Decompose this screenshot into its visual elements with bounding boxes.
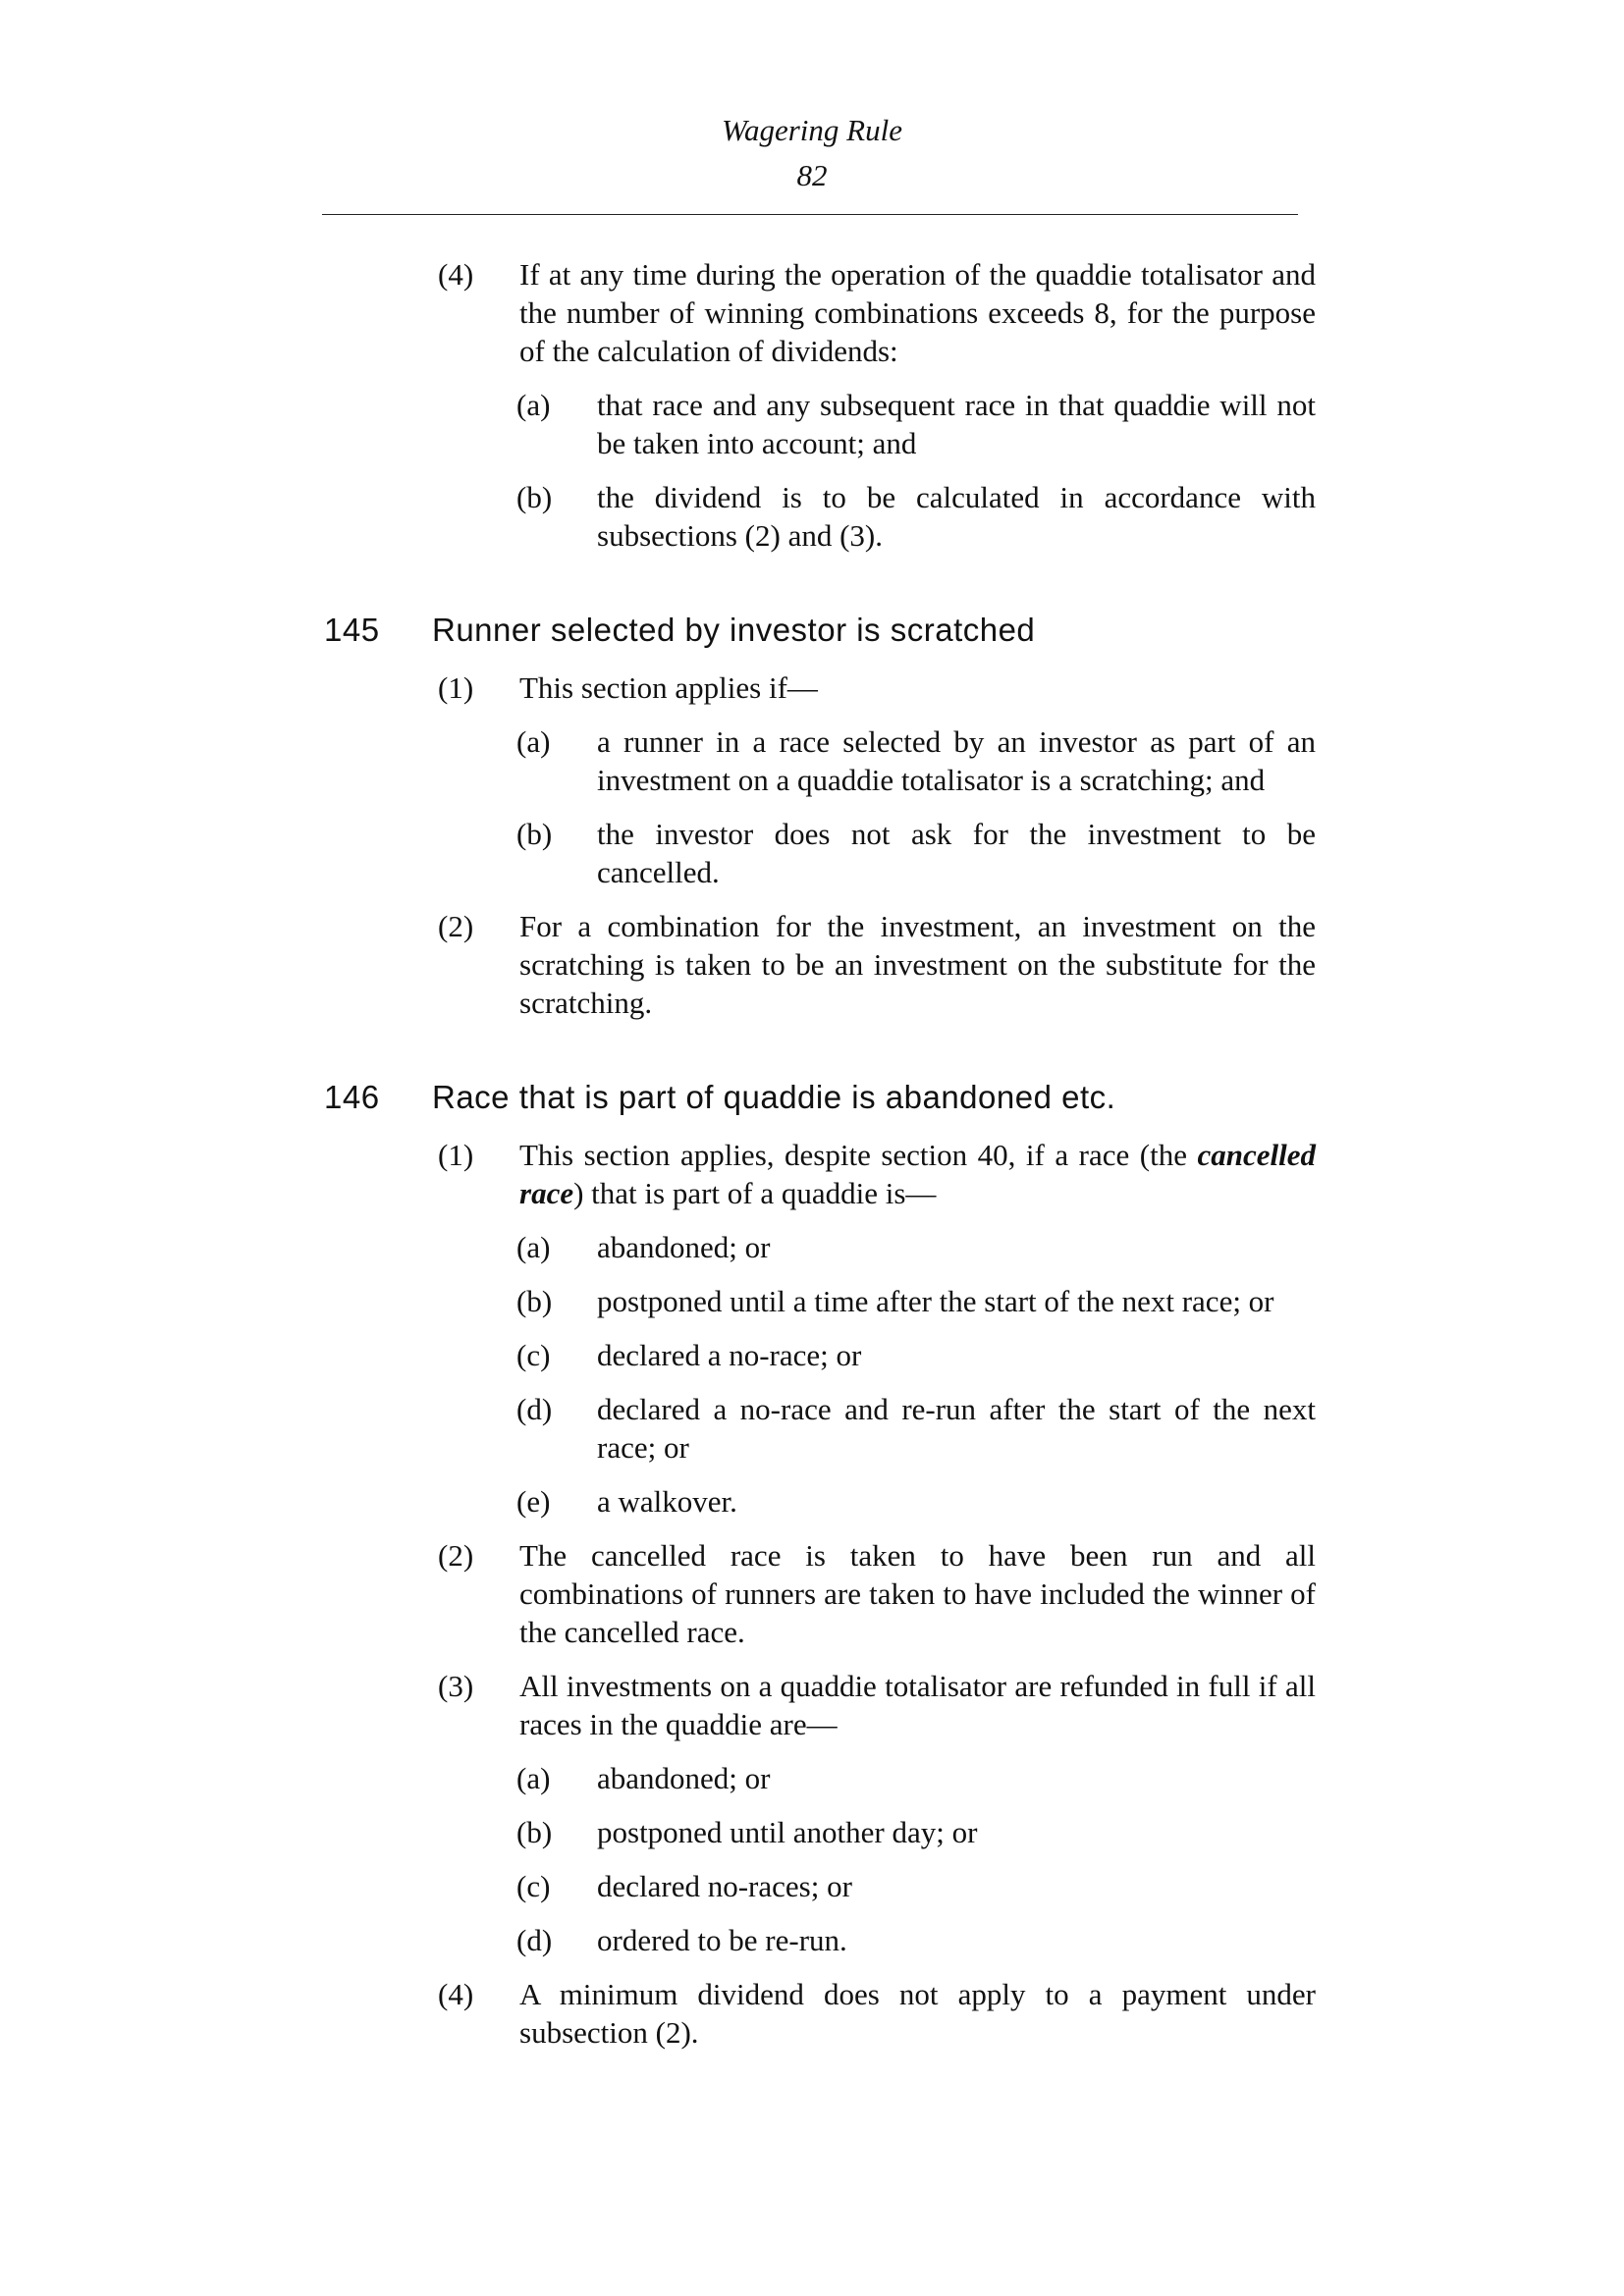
paragraph-146-3-a bbox=[516, 1759, 1316, 1797]
paragraph-text: a runner in a race selected by an investor as part of an investment on a quaddie totalisator is a scratching; and bbox=[597, 724, 1316, 797]
paragraph-number: (a) bbox=[516, 724, 551, 759]
section-number: 145 bbox=[324, 612, 380, 648]
subsection-146-1 bbox=[438, 1136, 1316, 1212]
subsection-number: (3) bbox=[438, 1669, 474, 1703]
paragraph-146-1-c bbox=[516, 1336, 1316, 1374]
paragraph-144-4-b bbox=[516, 478, 1316, 555]
subsection-text: A minimum dividend does not apply to a payment under subsection (2). bbox=[519, 1977, 1316, 2050]
paragraph-number: (c) bbox=[516, 1869, 551, 1903]
subsection-number: (4) bbox=[438, 257, 474, 292]
paragraph-number: (d) bbox=[516, 1923, 553, 1957]
subsection-145-2 bbox=[438, 907, 1316, 1022]
subsection-144-4 bbox=[438, 255, 1316, 370]
paragraph-146-1-d bbox=[516, 1390, 1316, 1467]
paragraph-text: ordered to be re-run. bbox=[597, 1923, 847, 1957]
paragraph-text: declared a no-race; or bbox=[597, 1338, 862, 1372]
paragraph-146-3-d bbox=[516, 1921, 1316, 1959]
text-before-term: This section applies, despite section 40, if a race (the bbox=[519, 1138, 1198, 1172]
paragraph-number: (d) bbox=[516, 1392, 553, 1426]
subsection-text: The cancelled race is taken to have been run and all combinations of runners are taken to have included the winner of the cancelled race. bbox=[519, 1538, 1316, 1649]
subsection-number: (1) bbox=[438, 670, 474, 705]
paragraph-number: (b) bbox=[516, 480, 553, 514]
paragraph-number: (b) bbox=[516, 1815, 553, 1849]
paragraph-145-1-b bbox=[516, 815, 1316, 891]
paragraph-text: declared a no-race and re-run after the start of the next race; or bbox=[597, 1392, 1316, 1465]
section-title: Race that is part of quaddie is abandoned etc. bbox=[432, 1079, 1116, 1115]
subsection-text bbox=[519, 1136, 1316, 1212]
paragraph-text: postponed until a time after the start of the next race; or bbox=[597, 1284, 1274, 1318]
subsection-text: For a combination for the investment, an investment on the scratching is taken to be an investment on the substitute for the scratching. bbox=[519, 909, 1316, 1020]
paragraph-145-1-a bbox=[516, 722, 1316, 799]
subsection-145-1 bbox=[438, 668, 1316, 707]
page-header bbox=[0, 108, 1624, 198]
document-body bbox=[0, 255, 1624, 2067]
subsection-text: This section applies if— bbox=[519, 670, 818, 705]
paragraph-146-1-a bbox=[516, 1228, 1316, 1266]
paragraph-146-3-c bbox=[516, 1867, 1316, 1905]
paragraph-number: (c) bbox=[516, 1338, 551, 1372]
paragraph-number: (a) bbox=[516, 1761, 551, 1795]
subsection-number: (2) bbox=[438, 909, 474, 943]
paragraph-text: a walkover. bbox=[597, 1484, 737, 1519]
defined-term: cancelled race bbox=[519, 1138, 1316, 1210]
section-title: Runner selected by investor is scratched bbox=[432, 612, 1036, 648]
paragraph-text: the dividend is to be calculated in accordance with subsections (2) and (3). bbox=[597, 480, 1316, 553]
section-heading-146 bbox=[324, 1077, 1624, 1118]
section-number: 146 bbox=[324, 1079, 380, 1115]
paragraph-text: declared no-races; or bbox=[597, 1869, 852, 1903]
subsection-text: If at any time during the operation of the quaddie totalisator and the number of winning combinations exceeds 8, for the purpose of the calculation of dividends: bbox=[519, 257, 1316, 368]
header-divider bbox=[322, 214, 1298, 215]
subsection-number: (2) bbox=[438, 1538, 474, 1573]
paragraph-146-1-b bbox=[516, 1282, 1316, 1320]
subsection-146-2 bbox=[438, 1536, 1316, 1651]
subsection-number: (4) bbox=[438, 1977, 474, 2011]
section-heading-145 bbox=[324, 610, 1624, 651]
subsection-146-3 bbox=[438, 1667, 1316, 1743]
paragraph-146-3-b bbox=[516, 1813, 1316, 1851]
paragraph-144-4-a bbox=[516, 386, 1316, 462]
subsection-text: All investments on a quaddie totalisator are refunded in full if all races in the quaddie are— bbox=[519, 1669, 1316, 1741]
page-number: 82 bbox=[796, 158, 828, 192]
paragraph-text: postponed until another day; or bbox=[597, 1815, 978, 1849]
paragraph-number: (a) bbox=[516, 1230, 551, 1264]
document-title: Wagering Rule bbox=[722, 113, 902, 147]
paragraph-number: (e) bbox=[516, 1484, 551, 1519]
text-after-term: ) that is part of a quaddie is— bbox=[573, 1176, 937, 1210]
paragraph-number: (b) bbox=[516, 817, 553, 851]
paragraph-text: that race and any subsequent race in that quaddie will not be taken into account; and bbox=[597, 388, 1316, 460]
paragraph-text: abandoned; or bbox=[597, 1230, 771, 1264]
paragraph-number: (b) bbox=[516, 1284, 553, 1318]
paragraph-text: abandoned; or bbox=[597, 1761, 771, 1795]
paragraph-text: the investor does not ask for the investment to be cancelled. bbox=[597, 817, 1316, 889]
subsection-146-4 bbox=[438, 1975, 1316, 2052]
paragraph-number: (a) bbox=[516, 388, 551, 422]
subsection-number: (1) bbox=[438, 1138, 474, 1172]
paragraph-146-1-e bbox=[516, 1482, 1316, 1521]
